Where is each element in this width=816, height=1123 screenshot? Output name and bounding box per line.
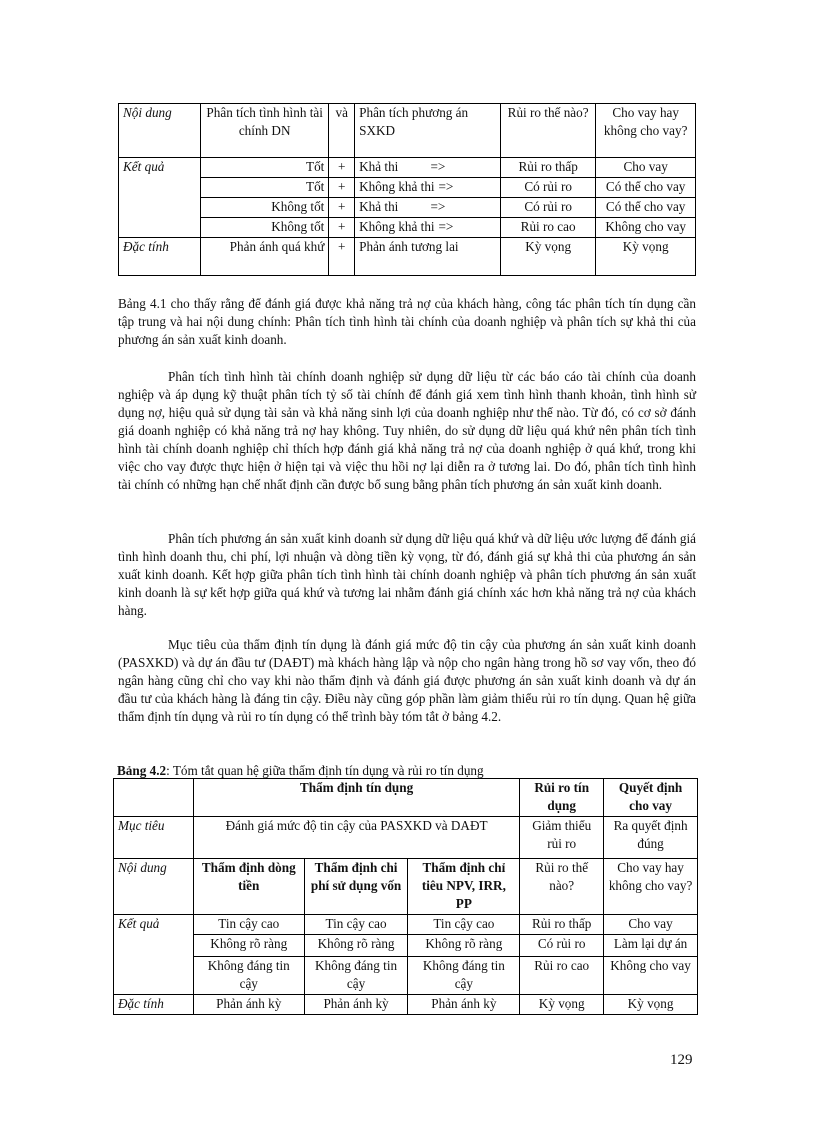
row-label: Đặc tính [114, 995, 194, 1015]
paragraph: Phân tích tình hình tài chính doanh nghiệp sử dụng dữ liệu từ các báo cáo tài chính của doanh nghiệp và áp dụng kỹ thuật phân tích tỷ số tài chính để đánh giá xem tình hình thanh khoản, tình hình sử dụng nợ, hiệu quả sử dụng tài sản và khả năng sinh lợi của doanh nghiệp như thế nào. Từ đó, có cơ sở đánh giá doanh nghiệp có khả năng trả nợ hay không. Tuy nhiên, do sử dụng dữ liệu quá khứ nên phân tích tình hình tài chính doanh nghiệp chỉ thích hợp đánh giá khả năng trả nợ của doanh nghiệp ở quá khứ, trong khi việc cho vay được thực hiện ở hiện tại và việc thu hồi nợ lại diễn ra ở tương lai. Do đó, phân tích tình hình tài chính có những hạn chế nhất định cần được bổ sung bằng phân tích phương án sản xuất kinh doanh. [118, 369, 696, 492]
table-row [119, 218, 696, 238]
row-label: Kết quả [119, 158, 201, 238]
table-head-cell: Quyết định cho vay [604, 779, 698, 817]
page-number: 129 [670, 1052, 693, 1068]
table-row [119, 158, 696, 178]
table-row [114, 779, 698, 817]
table-cell: Rủi ro thấp [500, 158, 595, 178]
table-cell: Tốt [200, 178, 328, 198]
cell-text: Không khả thi [359, 219, 435, 234]
table-cell: Không đáng tin cậy [304, 957, 408, 995]
table-cell: Làm lại dự án [604, 935, 698, 957]
cell-text: Không khả thi [359, 179, 435, 194]
table-cell: Kỳ vọng [520, 995, 604, 1015]
row-label: Nội dung [114, 859, 194, 915]
table-row [119, 178, 696, 198]
table-cell: Phản ánh kỳ [193, 995, 304, 1015]
table-cell: Rủi ro thế nào? [520, 859, 604, 915]
table-head-cell: Thẩm định tín dụng [193, 779, 519, 817]
table-head-cell: Rủi ro tín dụng [520, 779, 604, 817]
table-cell: Phản ánh quá khứ [200, 238, 328, 276]
table-row [114, 957, 698, 995]
analysis-table [118, 103, 696, 276]
arrow-text: => [438, 219, 454, 234]
paragraph: Phân tích phương án sản xuất kinh doanh sử dụng dữ liệu quá khứ và dữ liệu ước lượng để đánh giá tình hình doanh thu, chi phí, lợi nhuận và dòng tiền kỳ vọng, từ đó, đánh giá sự khả thi của phương án sản xuất kinh doanh. Kết hợp giữa phân tích tình hình tài chính doanh nghiệp và phân tích phương án sản xuất kinh doanh là sự kết hợp giữa quá khứ và tương lai nhằm đánh giá chính xác hơn khả năng trả nợ của khách hàng. [118, 531, 696, 618]
table-cell: Có rủi ro [500, 178, 595, 198]
table-cell [355, 198, 501, 218]
table-cell: Có rủi ro [520, 935, 604, 957]
table-cell: + [329, 178, 355, 198]
table-cell: Tốt [200, 158, 328, 178]
table-cell: Cho vay [604, 915, 698, 935]
table-cell: Không rõ ràng [408, 935, 520, 957]
arrow-text: => [430, 199, 446, 214]
paragraph: Mục tiêu của thẩm định tín dụng là đánh giá mức độ tin cậy của phương án sản xuất kinh doanh (PASXKD) và dự án đầu tư (DAĐT) mà khách hàng lập và nộp cho ngân hàng trong hồ sơ vay vốn, theo đó ngân hàng cũng chỉ cho vay khi nào thẩm định và đánh giá được phương án sản xuất kinh doanh và dự án đầu tư của khách hàng là đáng tin cậy. Điều này cũng góp phần làm giảm thiểu rủi ro tín dụng. Quan hệ giữa thẩm định tín dụng và rủi ro tín dụng có thể trình bày tóm tắt ở bảng 4.2. [118, 637, 696, 724]
table-cell: + [329, 218, 355, 238]
table-cell: Kỳ vọng [596, 238, 696, 276]
table-cell: Tin cậy cao [304, 915, 408, 935]
table-cell: Không rõ ràng [304, 935, 408, 957]
table-cell: Tin cậy cao [193, 915, 304, 935]
table-cell: Rủi ro cao [520, 957, 604, 995]
table-cell: Phản ánh kỳ [408, 995, 520, 1015]
paragraph: Bảng 4.1 cho thấy rằng để đánh giá được khả năng trả nợ của khách hàng, công tác phân tích tín dụng cần tập trung và hai nội dung chính: Phân tích tình hình tài chính của doanh nghiệp và phân tích sự khả thi của phương án sản xuất kinh doanh. [118, 296, 696, 347]
table-row [119, 198, 696, 218]
table-row [114, 817, 698, 859]
arrow-text: => [438, 179, 454, 194]
table-cell: Cho vay [596, 158, 696, 178]
table-cell: Đánh giá mức độ tin cậy của PASXKD và DAĐT [193, 817, 519, 859]
caption-label: Bảng 4.2 [117, 763, 167, 778]
appraisal-table [113, 778, 698, 1015]
table-cell: Không tốt [200, 218, 328, 238]
table-cell: Không đáng tin cậy [408, 957, 520, 995]
table-cell: Không đáng tin cậy [193, 957, 304, 995]
caption-text: : Tóm tắt quan hệ giữa thẩm định tín dụng và rủi ro tín dụng [166, 763, 484, 778]
cell-text: Khả thi [359, 199, 399, 214]
table-row [114, 935, 698, 957]
table-row [114, 915, 698, 935]
table-cell: Ra quyết định đúng [604, 817, 698, 859]
table-cell: Có rủi ro [500, 198, 595, 218]
table-cell: Rủi ro cao [500, 218, 595, 238]
cell-text: Khả thi [359, 159, 399, 174]
table-cell: + [329, 238, 355, 276]
row-label: Đặc tính [119, 238, 201, 276]
row-label: Mục tiêu [114, 817, 194, 859]
table-cell: Không rõ ràng [193, 935, 304, 957]
table-cell [355, 178, 501, 198]
table-cell: + [329, 198, 355, 218]
table-cell: + [329, 158, 355, 178]
table-cell: Có thể cho vay [596, 178, 696, 198]
table-cell: Phân tích tình hình tài chính DN [200, 104, 328, 158]
table-cell: Không cho vay [596, 218, 696, 238]
table-row [114, 859, 698, 915]
empty-cell [114, 779, 194, 817]
table-cell: Cho vay hay không cho vay? [596, 104, 696, 158]
table-cell: Phân tích phương án SXKD [355, 104, 501, 158]
table-cell: Thẩm định chỉ tiêu NPV, IRR, PP [408, 859, 520, 915]
row-label: Kết quả [114, 915, 194, 995]
table-cell: Nội dung [119, 104, 201, 158]
table-cell: Phản ánh tương lai [355, 238, 501, 276]
table-cell: Kỳ vọng [500, 238, 595, 276]
arrow-text: => [430, 159, 446, 174]
table-row [119, 238, 696, 276]
table-cell [355, 158, 501, 178]
table-cell: Kỳ vọng [604, 995, 698, 1015]
table-cell: Có thể cho vay [596, 198, 696, 218]
table-cell: Không cho vay [604, 957, 698, 995]
table-cell: và [329, 104, 355, 158]
table-row [114, 995, 698, 1015]
table-cell: Rủi ro thế nào? [500, 104, 595, 158]
table-cell: Cho vay hay không cho vay? [604, 859, 698, 915]
table-cell: Rủi ro thấp [520, 915, 604, 935]
table-cell: Phản ánh kỳ [304, 995, 408, 1015]
table-cell: Không tốt [200, 198, 328, 218]
table-cell: Thẩm định dòng tiền [193, 859, 304, 915]
table-cell: Giảm thiểu rủi ro [520, 817, 604, 859]
table-row [119, 104, 696, 158]
table-cell: Tin cậy cao [408, 915, 520, 935]
table-cell [355, 218, 501, 238]
table-cell: Thẩm định chi phí sử dụng vốn [304, 859, 408, 915]
